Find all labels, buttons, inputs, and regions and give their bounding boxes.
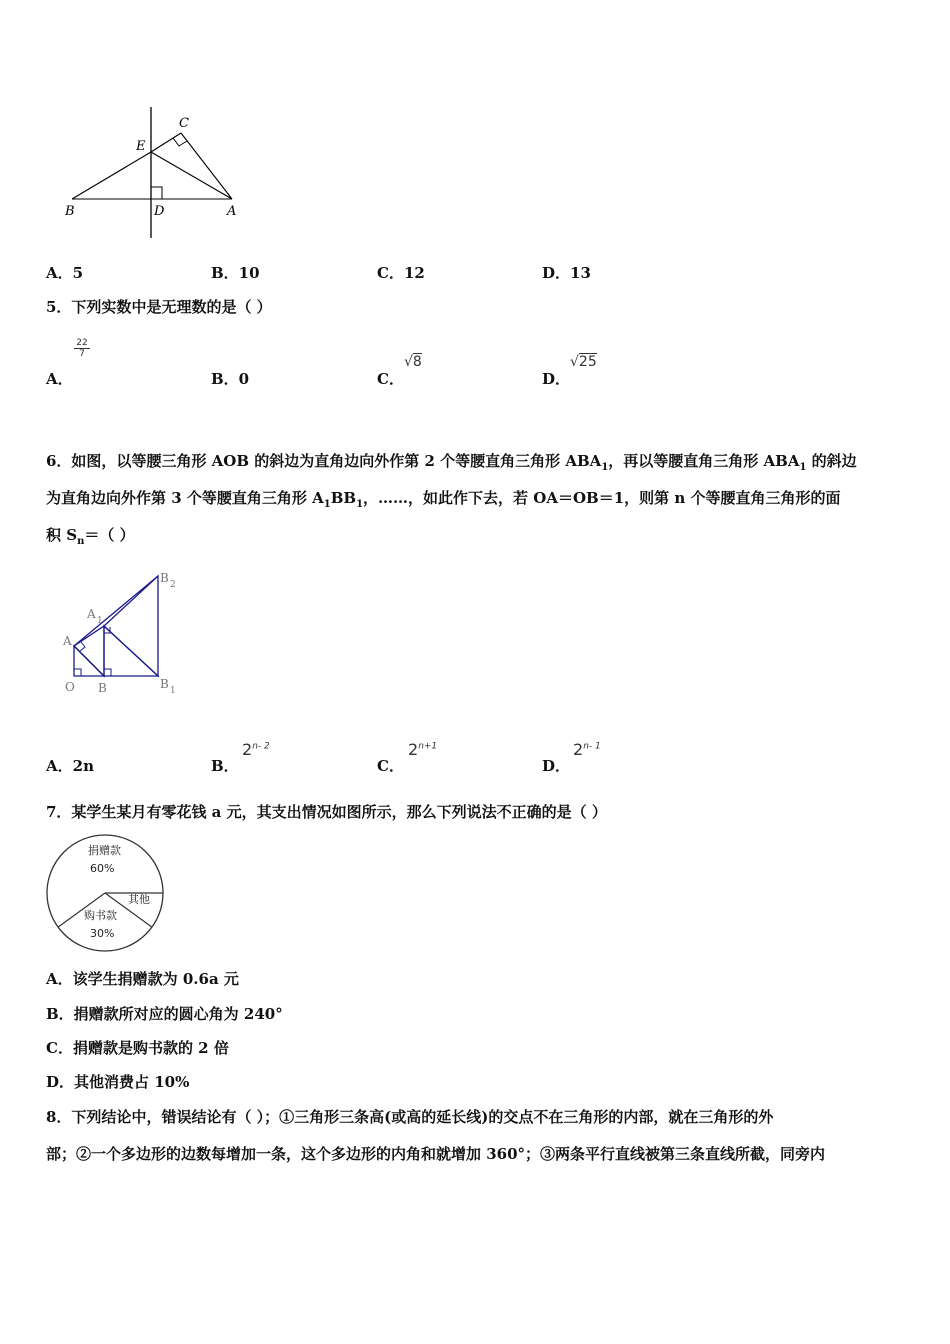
radical-icon: √ — [570, 354, 579, 370]
q6-line-2 — [46, 487, 841, 510]
power-exponent: n- 1 — [583, 741, 601, 752]
q7-option-c: C．捐赠款是购书款的 2 倍 — [46, 1039, 229, 1057]
q6-line-1-part-a: 6．如图，以等腰三角形 AOB 的斜边为直角边向外作第 2 个等腰直角三角形 ABA — [46, 452, 602, 470]
label-b: B — [65, 204, 75, 219]
label-b2: B — [160, 571, 169, 585]
q5-fraction — [74, 338, 90, 359]
label-b2-sub: 2 — [170, 580, 176, 590]
q4-option-d: D．13 — [542, 264, 591, 282]
power-base: 2 — [242, 740, 253, 759]
q5-option-a: A． — [46, 370, 73, 388]
q7-option-a: A．该学生捐赠款为 0.6a 元 — [46, 970, 239, 988]
q4-option-b: B．10 — [211, 264, 260, 282]
q6-line-2-part-b: BB — [330, 489, 357, 507]
pie-label-donation-pct: 60% — [90, 862, 115, 875]
q7-option-b: B．捐赠款所对应的圆心角为 240° — [46, 1005, 283, 1023]
q5-option-c: C． — [377, 370, 404, 388]
q5-option-b: B．0 — [211, 370, 250, 388]
label-a1-sub: 1 — [97, 616, 103, 626]
label-a: A — [227, 204, 237, 219]
q7-stem: 7．某学生某月有零花钱 a 元，其支出情况如图所示，那么下列说法不正确的是（ ） — [46, 803, 607, 821]
q6-option-c: C． — [377, 757, 404, 775]
fraction-denominator: 7 — [79, 349, 85, 359]
q6-power-d — [573, 740, 601, 759]
q6-line-3-part-a: 积 S — [46, 526, 78, 544]
q6-line-1 — [46, 450, 857, 473]
pie-label-books: 购书款 — [84, 909, 117, 922]
q6-power-b — [242, 740, 270, 759]
q6-line-1-part-b: ，再以等腰直角三角形 ABA — [608, 452, 800, 470]
subscript: 1 — [601, 462, 609, 473]
fraction-numerator: 22 — [74, 338, 90, 349]
power-base: 2 — [573, 740, 584, 759]
q5-sqrt-c — [404, 354, 422, 370]
label-c: C — [179, 116, 189, 131]
q5-option-d: D． — [542, 370, 571, 388]
q5-stem: 5．下列实数中是无理数的是（ ） — [46, 298, 272, 316]
q6-line-2-part-a: 为直角边向外作第 3 个等腰直角三角形 A — [46, 489, 324, 507]
q6-power-c — [408, 740, 437, 759]
subscript: 1 — [356, 499, 364, 510]
power-base: 2 — [408, 740, 419, 759]
power-exponent: n- 2 — [252, 741, 270, 752]
q4-option-c: C．12 — [377, 264, 425, 282]
triangle-figure-1 — [60, 100, 260, 245]
q8-line-1: 8．下列结论中，错误结论有（ ）；①三角形三条高(或高的延长线)的交点不在三角形的内部，就在三角形的外 — [46, 1108, 774, 1126]
q6-line-1-part-c: 的斜边 — [806, 452, 857, 470]
radicand: 25 — [578, 354, 597, 370]
label-b: B — [98, 681, 107, 695]
label-a: A — [63, 634, 72, 648]
subscript: 1 — [323, 499, 331, 510]
label-b1-sub: 1 — [170, 686, 176, 696]
subscript: n — [77, 536, 85, 547]
isosceles-triangles-figure — [60, 568, 190, 698]
radicand: 8 — [412, 354, 422, 370]
label-e: E — [136, 139, 146, 154]
subscript: 1 — [799, 462, 807, 473]
q6-option-b: B． — [211, 757, 239, 775]
label-d: D — [154, 204, 165, 219]
q6-option-a: A．2n — [46, 757, 94, 775]
pie-label-donation: 捐赠款 — [88, 844, 121, 857]
q6-line-3-part-b: ＝（ ） — [84, 526, 135, 544]
q6-line-3 — [46, 524, 135, 547]
q7-option-d: D．其他消费占 10% — [46, 1073, 190, 1091]
label-o: O — [65, 680, 75, 694]
q8-line-2: 部；②一个多边形的边数每增加一条，这个多边形的内角和就增加 360°；③两条平行直线被第三条直线所截，同旁内 — [46, 1145, 826, 1163]
label-b1: B — [160, 677, 169, 691]
q5-sqrt-d — [570, 354, 597, 370]
q4-option-a: A．5 — [46, 264, 84, 282]
pie-label-books-pct: 30% — [90, 927, 115, 940]
q6-option-d: D． — [542, 757, 571, 775]
power-exponent: n+1 — [418, 741, 438, 752]
pie-label-other: 其他 — [128, 893, 150, 906]
label-a1: A — [87, 607, 96, 621]
spending-pie-chart — [42, 830, 168, 956]
radical-icon: √ — [404, 354, 413, 370]
q6-line-2-part-c: ，……，如此作下去，若 OA＝OB＝1，则第 n 个等腰直角三角形的面 — [363, 489, 841, 507]
